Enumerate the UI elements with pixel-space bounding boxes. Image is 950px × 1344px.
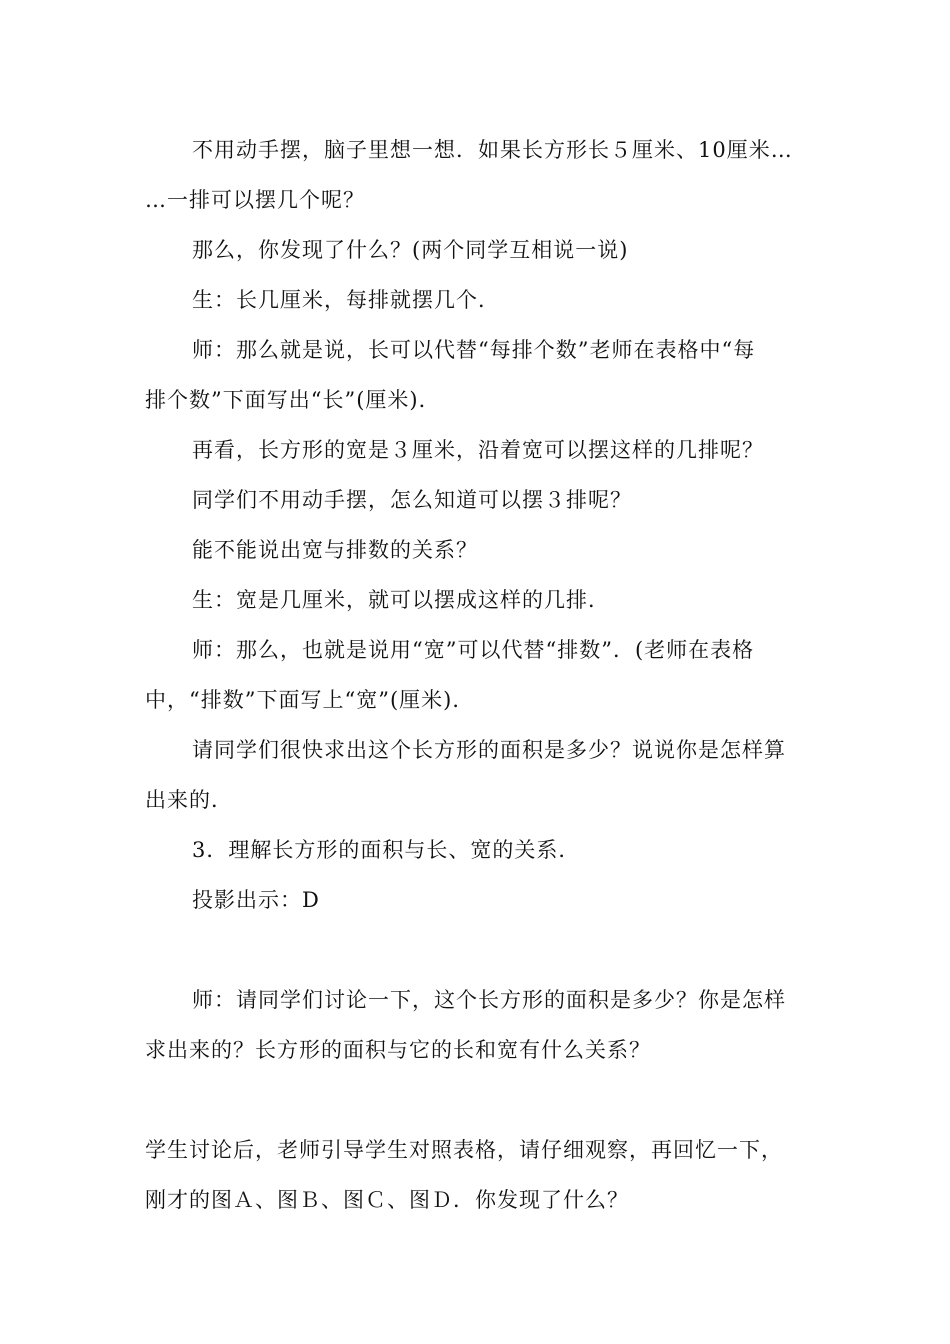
text-line: 师：那么，也就是说用“宽”可以代替“排数”．(老师在表格: [192, 638, 755, 662]
text-line: 同学们不用动手摆，怎么知道可以摆３排呢？: [192, 488, 632, 512]
text-line: 生：宽是几厘米，就可以摆成这样的几排．: [192, 588, 610, 612]
text-line: 师：那么就是说，长可以代替“每排个数”老师在表格中“每: [192, 338, 756, 362]
text-line: 出来的．: [145, 788, 233, 812]
text-line: 学生讨论后，老师引导学生对照表格，请仔细观察，再回忆一下，: [145, 1138, 783, 1162]
text-line: 投影出示：D: [192, 888, 320, 912]
text-line: 那么，你发现了什么？(两个同学互相说一说): [192, 238, 629, 262]
text-line: 求出来的？长方形的面积与它的长和宽有什么关系？: [145, 1038, 651, 1062]
text-line: 不用动手摆，脑子里想一想．如果长方形长５厘米、10厘米…: [192, 138, 793, 162]
text-line: 能不能说出宽与排数的关系？: [192, 538, 478, 562]
text-line: 排个数”下面写出“长”(厘米)．: [145, 388, 441, 412]
text-line: 请同学们很快求出这个长方形的面积是多少？说说你是怎样算: [192, 738, 786, 762]
text-line: 刚才的图Ａ、图Ｂ、图Ｃ、图Ｄ．你发现了什么？: [145, 1188, 629, 1212]
text-line: 师：请同学们讨论一下，这个长方形的面积是多少？你是怎样: [192, 988, 786, 1012]
text-line: 3．理解长方形的面积与长、宽的关系．: [192, 838, 581, 862]
text-line: 生：长几厘米，每排就摆几个．: [192, 288, 500, 312]
text-line: …一排可以摆几个呢？: [145, 188, 365, 212]
text-line: 再看，长方形的宽是３厘米，沿着宽可以摆这样的几排呢？: [192, 438, 764, 462]
text-line: 中，“排数”下面写上“宽”(厘米)．: [145, 688, 475, 712]
